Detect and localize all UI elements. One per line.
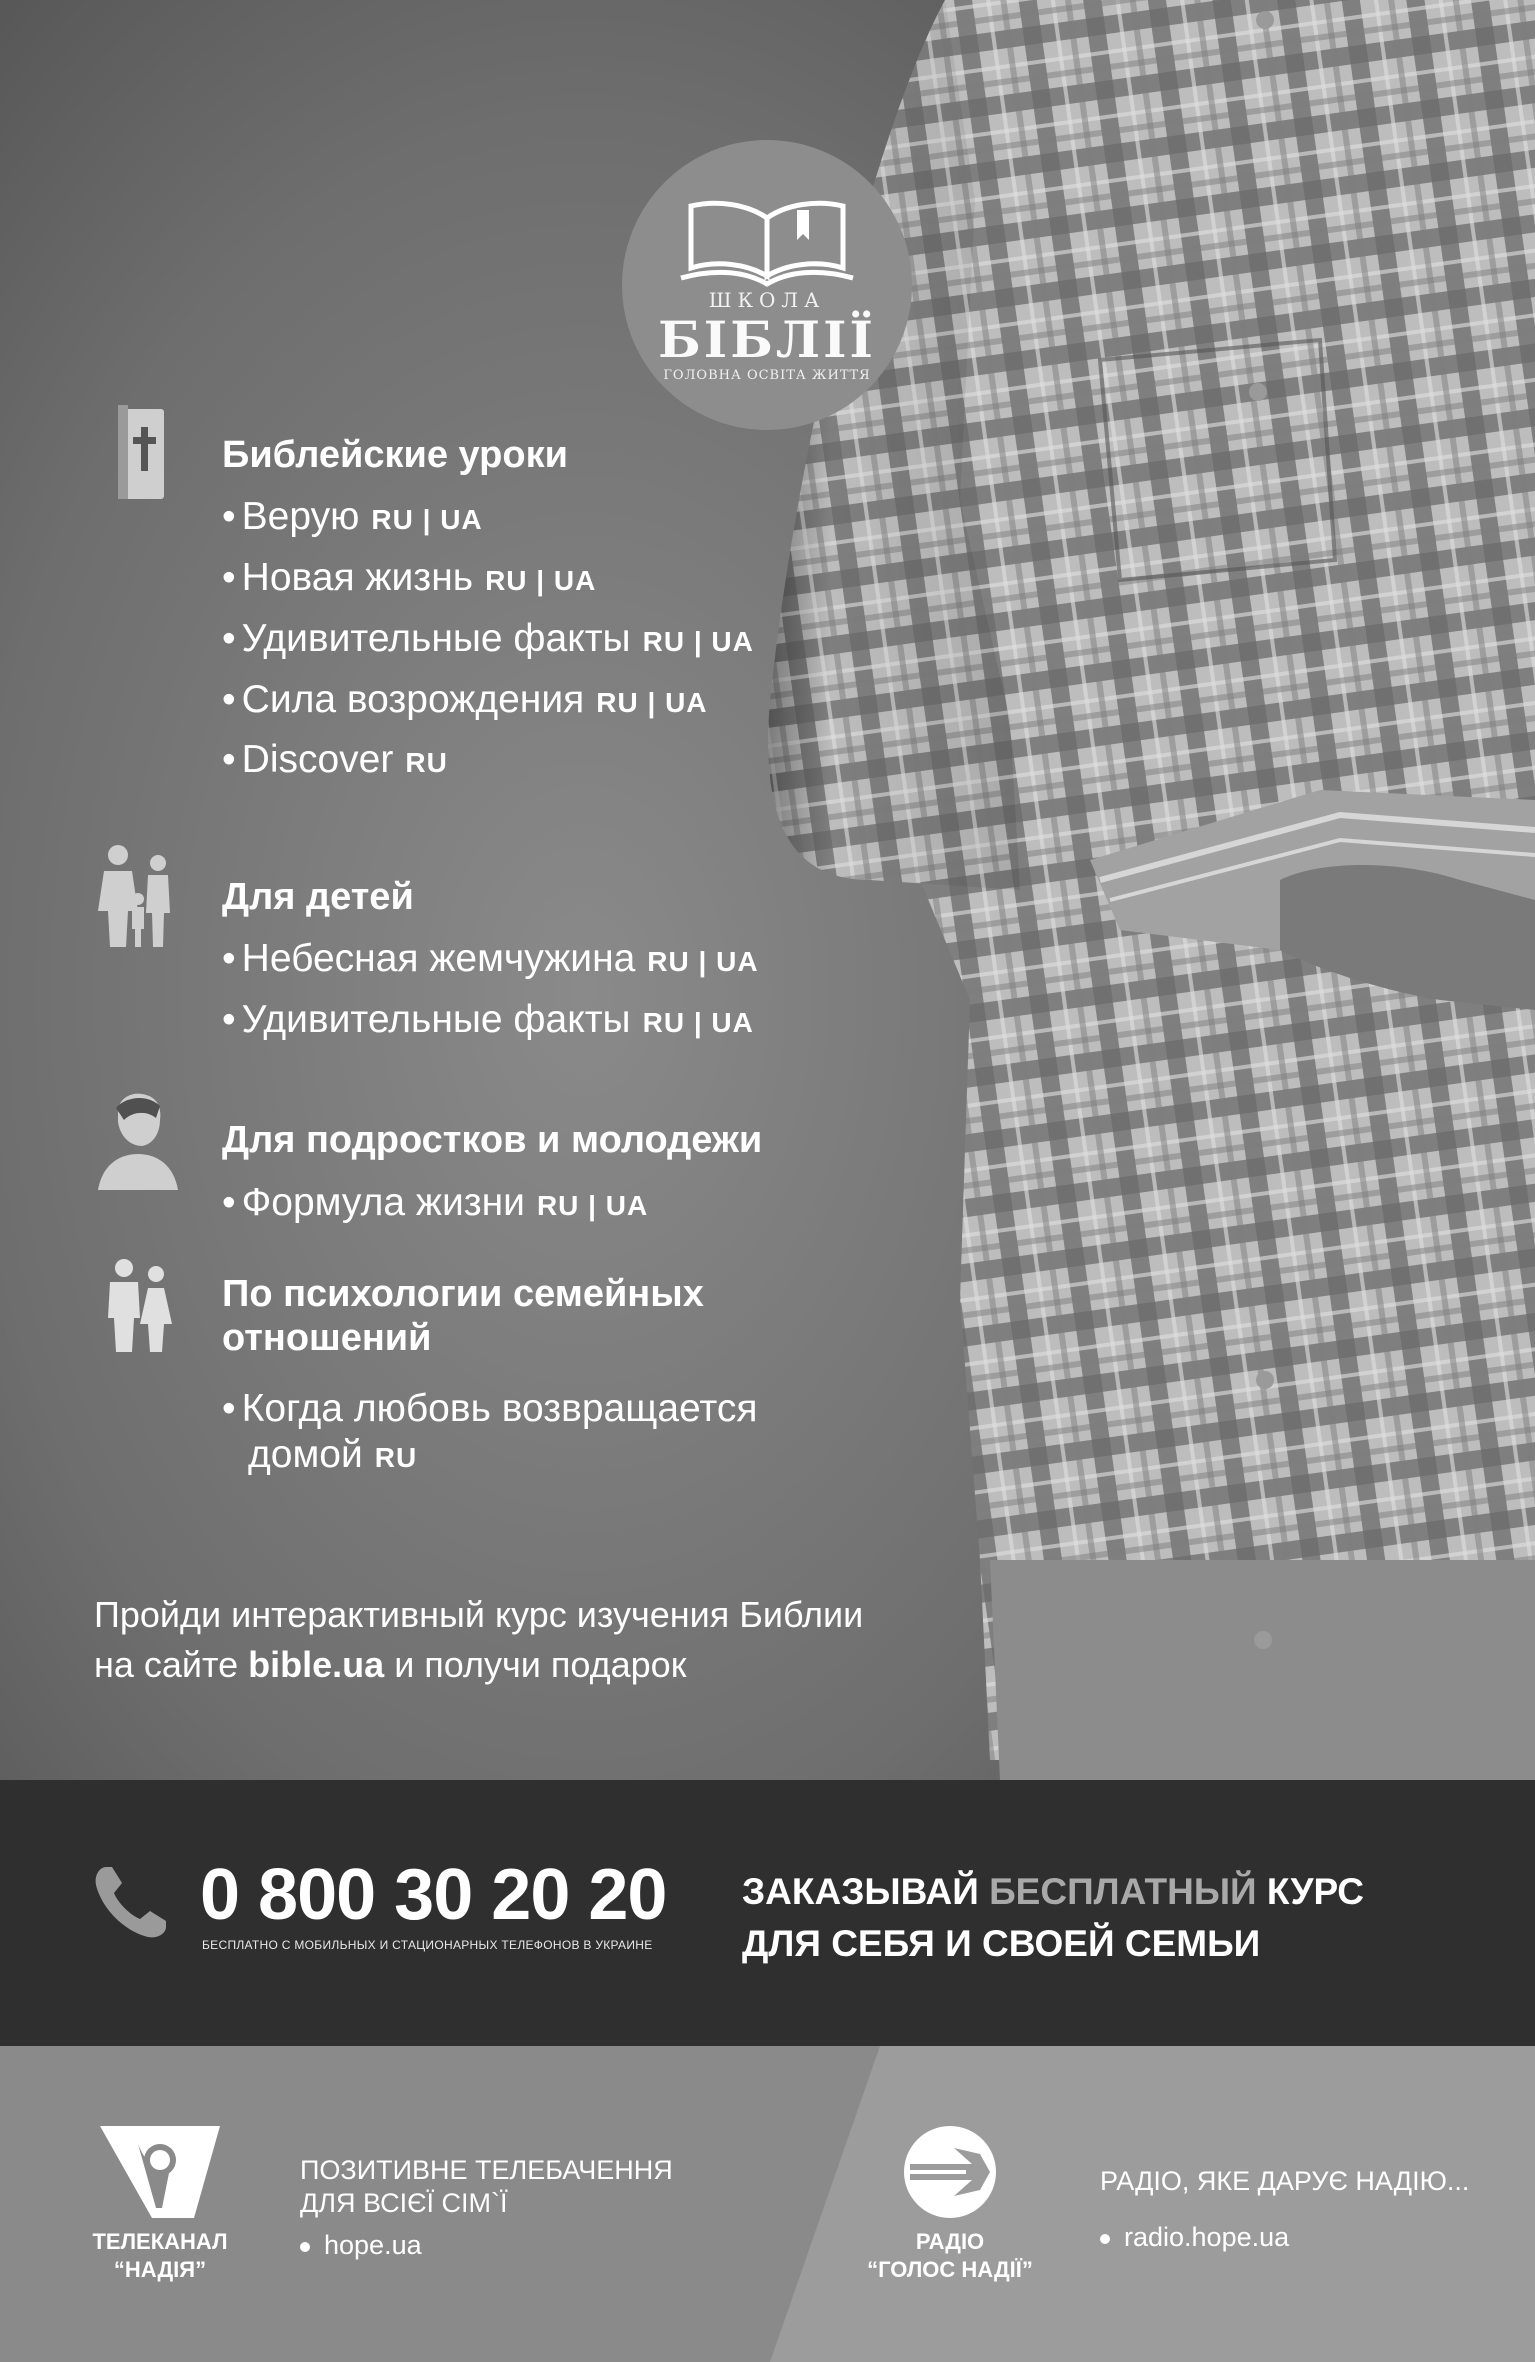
course-title: Удивительные факты xyxy=(241,998,631,1041)
list-item xyxy=(222,997,754,1046)
language-tag: RU xyxy=(374,1442,418,1473)
course-title: Верую xyxy=(241,495,360,538)
tv-slogan-line-2: ДЛЯ ВСІЄЇ СІМ`Ї xyxy=(300,2188,508,2218)
language-tag: RU xyxy=(405,747,448,778)
list-item xyxy=(222,1180,648,1229)
bible-cross-icon xyxy=(114,403,168,503)
bullet: • xyxy=(222,1181,236,1224)
radio-url-text: radio.hope.ua xyxy=(1124,2222,1290,2252)
family-icon xyxy=(96,843,176,951)
language-tag: RU | UA xyxy=(642,1007,754,1038)
bullet: • xyxy=(222,1387,236,1430)
teen-icon xyxy=(96,1092,180,1192)
bullet: • xyxy=(222,678,236,721)
radio-slogan: РАДІО, ЯКЕ ДАРУЄ НАДІЮ... xyxy=(1100,2166,1470,2196)
bullet: • xyxy=(222,617,236,660)
course-title-line-1: Когда любовь возвращается xyxy=(241,1387,758,1430)
tv-channel-name xyxy=(70,2228,250,2284)
radio-url-link[interactable] xyxy=(1100,2222,1289,2253)
bullet: • xyxy=(222,495,236,538)
tv-url-link[interactable] xyxy=(300,2230,422,2261)
couple-icon xyxy=(104,1258,174,1354)
course-title: Сила возрождения xyxy=(241,678,585,721)
list-item xyxy=(222,936,759,985)
language-tag: RU | UA xyxy=(642,626,754,657)
tv-name-line-2: “НАДІЯ” xyxy=(113,2257,207,2282)
cta-line-2-post: и получи подарок xyxy=(384,1644,687,1685)
order-line-2: ДЛЯ СЕБЯ И СВОЕЙ СЕМЬИ xyxy=(742,1923,1261,1964)
open-book-icon xyxy=(677,188,857,288)
order-word-free: БЕСПЛАТНЫЙ xyxy=(989,1871,1257,1912)
radio-station-name xyxy=(830,2228,1070,2284)
hotline-number[interactable]: 0 800 30 20 20 xyxy=(200,1855,667,1935)
section-heading-for-teens: Для подростков и молодежи xyxy=(222,1119,763,1161)
heading-line-2: отношений xyxy=(222,1317,432,1359)
footer xyxy=(0,2046,1535,2362)
logo-line-2: БІБЛІЇ xyxy=(658,310,876,369)
list-item xyxy=(222,737,448,786)
language-tag: RU | UA xyxy=(485,565,597,596)
tv-slogan xyxy=(300,2154,700,2220)
list-item xyxy=(222,494,483,543)
logo-line-3: ГОЛОВНА ОСВІТА ЖИТТЯ xyxy=(663,368,871,383)
cta-text xyxy=(94,1590,863,1690)
course-title-line-2: домой xyxy=(248,1433,363,1476)
hotline-note: БЕСПЛАТНО С МОБИЛЬНЫХ И СТАЦИОНАРНЫХ ТЕЛЕФОНОВ В УКРАИНЕ xyxy=(202,1938,653,1952)
bullet: • xyxy=(222,998,236,1041)
course-title: Discover xyxy=(241,738,394,781)
language-tag: RU | UA xyxy=(536,1190,649,1221)
course-title: Удивительные факты xyxy=(241,617,631,660)
bullet: • xyxy=(222,738,236,781)
phone-icon xyxy=(92,1865,168,1941)
tv-slogan-line-1: ПОЗИТИВНЕ ТЕЛЕБАЧЕННЯ xyxy=(300,2155,673,2185)
section-heading-for-kids: Для детей xyxy=(222,876,414,918)
order-message xyxy=(742,1866,1364,1970)
course-title: Формула жизни xyxy=(241,1181,525,1224)
tv-nadia-logo-icon xyxy=(100,2124,220,2220)
bullet-dot xyxy=(300,2242,310,2252)
list-item xyxy=(222,1386,842,1481)
course-title: Новая жизнь xyxy=(241,556,474,599)
radio-name-line-1: РАДІО xyxy=(915,2229,985,2254)
order-word-1: ЗАКАЗЫВАЙ xyxy=(742,1871,990,1912)
bullet-dot xyxy=(1100,2234,1110,2244)
tv-url-text: hope.ua xyxy=(324,2230,422,2260)
course-title: Небесная жемчужина xyxy=(241,937,636,980)
site-link[interactable]: bible.ua xyxy=(248,1644,385,1685)
school-of-bible-logo xyxy=(622,140,912,430)
cta-line-2-pre: на сайте xyxy=(94,1644,249,1685)
language-tag: RU | UA xyxy=(647,946,759,977)
list-item xyxy=(222,555,596,604)
list-item xyxy=(222,677,708,726)
heading-line-1: По психологии семейных xyxy=(222,1273,704,1315)
tv-name-line-1: ТЕЛЕКАНАЛ xyxy=(92,2229,228,2254)
language-tag: RU | UA xyxy=(596,687,708,718)
cta-line-1: Пройди интерактивный курс изучения Библии xyxy=(94,1594,864,1635)
footer-wedge xyxy=(770,2046,1535,2362)
order-word-3: КУРС xyxy=(1256,1871,1364,1912)
language-tag: RU | UA xyxy=(371,504,483,535)
bullet: • xyxy=(222,556,236,599)
bullet: • xyxy=(222,937,236,980)
radio-name-line-2: “ГОЛОС НАДІЇ” xyxy=(867,2257,1033,2282)
section-heading-bible-lessons: Библейские уроки xyxy=(222,434,568,476)
radio-golos-nadii-logo-icon xyxy=(902,2124,998,2220)
section-heading-family-psychology xyxy=(222,1272,704,1360)
logo-line-1: ШКОЛА xyxy=(708,288,826,312)
list-item xyxy=(222,616,754,665)
